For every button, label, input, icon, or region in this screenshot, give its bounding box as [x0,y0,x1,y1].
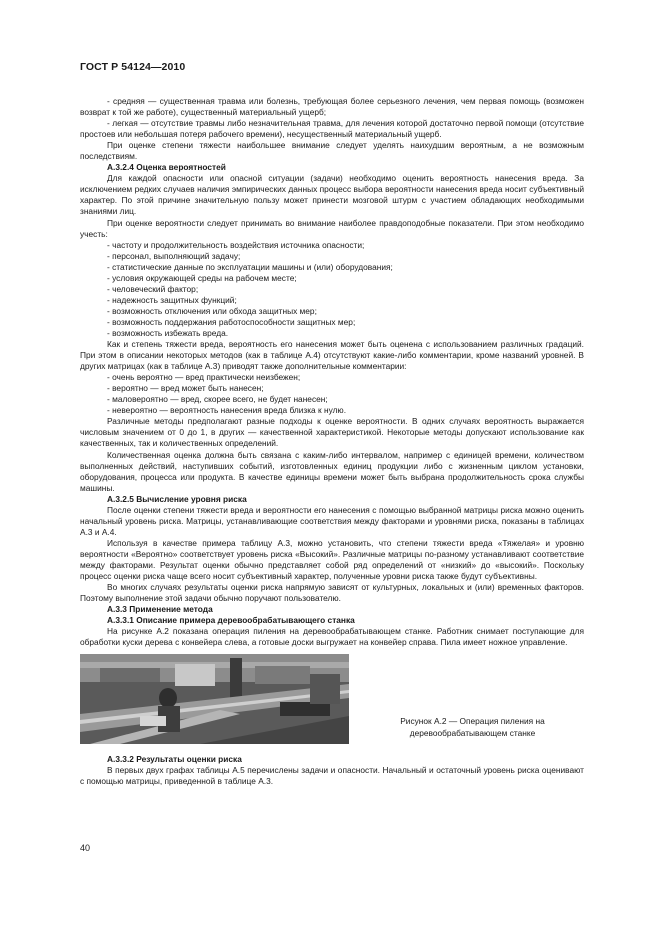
paragraph: - легкая — отсутствие травмы либо незначительная травма, для лечения которой достаточно первой помощи (отсутствие простоев или небольшая потеря рабочего времени), несущественный материальный ущерб. [80,118,584,140]
section-heading: А.3.2.5 Вычисление уровня риска [107,493,247,504]
list-item: - вероятно — вред может быть нанесен; [107,383,264,394]
paragraph: Как и степень тяжести вреда, вероятность его нанесения может быть оценена с использованием различных градаций. При этом в описании некоторых методов (как в таблице А.4) отсутствуют какие-либо комментарии, кроме названий уровней. В других матрицах (как в таблице А.3) приводят также дополнительные комментарии: [80,339,584,372]
paragraph: Различные методы предполагают разные подходы к оценке вероятности. В одних случаях вероятность выражается числовым значением от 0 до 1, в других — качественной характеристикой. Некоторые методы допускают использование как качественных, так и количественных определений. [80,416,584,449]
list-item: - возможность отключения или обхода защитных мер; [107,305,317,316]
paragraph: Для каждой опасности или опасной ситуации (задачи) необходимо оценить вероятность нанесения вреда. За исключением редких случаев наличия эмпирических данных процесс выбора вероятности нанесения вреда носит субъективный характер. По этой причине значительную пользу может принести мозговой штурм с участием обладающих необходимыми знаниями лиц. [80,173,584,217]
paragraph: В первых двух графах таблицы А.5 перечислены задачи и опасности. Начальный и остаточный уровень риска оценивают с помощью матрицы, приведенной в таблице А.3. [80,765,584,787]
list-item: - очень вероятно — вред практически неизбежен; [107,372,301,383]
list-item: - персонал, выполняющий задачу; [107,250,241,261]
paragraph: При оценке вероятности следует принимать во внимание наиболее правдоподобные показатели. При этом необходимо учесть: [80,217,584,239]
section-heading: А.3.2.4 Оценка вероятностей [107,162,226,173]
paragraph: Во многих случаях результаты оценки риска напрямую зависят от культурных, локальных и (или) временных факторов. Поэтому выполнение этой задачи обычно поручают пользователю. [80,582,584,604]
paragraph: - средняя — существенная травма или болезнь, требующая более серьезного лечения, чем первая помощь (возможен возврат к той же работе), существенный материальный ущерб; [80,96,584,118]
page-number: 40 [80,843,91,853]
sawmill-photo [80,654,349,744]
list-item: - частоту и продолжительность воздействия источника опасности; [107,239,365,250]
list-item: - невероятно — вероятность нанесения вреда близка к нулю. [107,405,347,416]
paragraph: Количественная оценка должна быть связана с каким-либо интервалом, например с единицей времени, количеством выполненных действий, наступивших событий, изготовленных единиц продукции либо с жизненным циклом установки, оборудования, процесса или продукта. В качестве единицы времени может быть выбрана продолжительность срока службы машины. [80,449,584,493]
paragraph: После оценки степени тяжести вреда и вероятности его нанесения с помощью выбранной матрицы риска можно оценить начальный уровень риска. Матрицы, устанавливающие соответствия между факторами и уровнями риска, показаны в таблицах А.3 и А.4. [80,504,584,537]
section-heading: А.3.3 Применение метода [107,604,213,615]
list-item: - условия окружающей среды на рабочем месте; [107,272,297,283]
paragraph: Используя в качестве примера таблицу А.3, можно установить, что степени тяжести вреда «Тяжелая» и уровню вероятности «Вероятно» соответствует уровень риска «Высокий». Различные матрицы по-разному устанавливают соответствие между факторами. Результат оценки обычно представляет собой ряд определений от «низкий» до «высокий». Поскольку процесс оценки риска чаще всего носит субъективный характер, полученные уровни риска также будут субъективны. [80,537,584,582]
paragraph: На рисунке А.2 показана операция пиления на деревообрабатывающем станке. Работник снимает поступающие для обработки куски дерева с конвейера слева, а готовые доски выгружает на конвейер справа. Пила имеет ножное управление. [80,626,584,648]
list-item: - возможность поддержания работоспособности защитных мер; [107,316,356,327]
list-item: - маловероятно — вред, скорее всего, не будет нанесен; [107,394,328,405]
figure-a2 [80,654,584,744]
paragraph: При оценке степени тяжести наибольшее внимание следует уделять наихудшим вероятным, а не возможным последствиям. [80,140,584,162]
list-item: - возможность избежать вреда. [107,327,229,338]
list-item: - статистические данные по эксплуатации машины и (или) оборудования; [107,261,393,272]
list-item: - человеческий фактор; [107,283,199,294]
page-body [80,96,584,787]
section-heading: А.3.3.2 Результаты оценки риска [107,754,242,765]
figure-caption: Рисунок А.2 — Операция пиления на деревообрабатывающем станке [400,716,545,739]
section-heading: А.3.3.1 Описание примера деревообрабатывающего станка [107,615,355,626]
document-header: ГОСТ Р 54124—2010 [80,61,186,73]
list-item: - надежность защитных функций; [107,294,237,305]
